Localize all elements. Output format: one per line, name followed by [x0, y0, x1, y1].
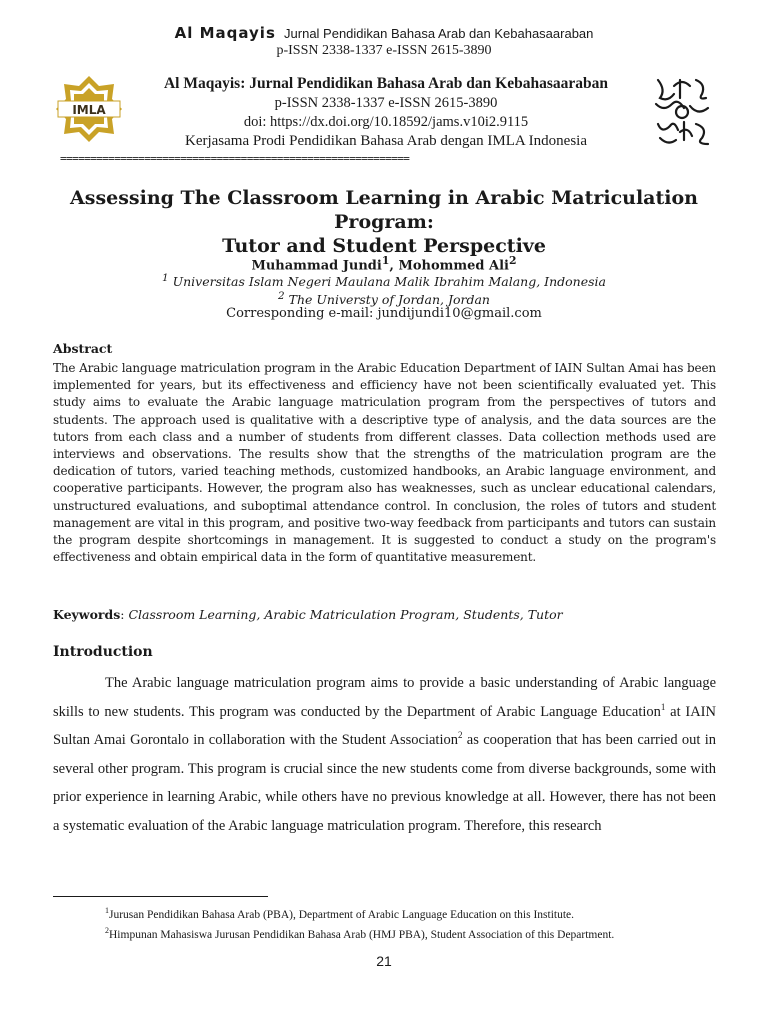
masthead-cooperation: Kerjasama Prodi Pendidikan Bahasa Arab dengan IMLA Indonesia	[185, 133, 587, 149]
journal-subtitle: Jurnal Pendidikan Bahasa Arab dan Kebahasaaraban	[284, 26, 594, 41]
intro-part-1: The Arabic language matriculation program aims to provide a basic understanding of Arabic language skills to new students. This program was conducted by the Department of Arabic Language Education	[53, 675, 716, 720]
keywords	[53, 607, 716, 622]
affiliation-2-text: The Universty of Jordan, Jordan	[284, 292, 490, 308]
masthead-doi: doi: https://dx.doi.org/10.18592/jams.v10i2.9115	[243, 114, 529, 130]
abstract-heading: Abstract	[53, 341, 113, 356]
article-title	[40, 186, 728, 258]
footnote-1	[53, 903, 716, 923]
imla-logo-text: IMLA	[72, 103, 106, 117]
masthead-rule: ==========================================================	[60, 152, 410, 165]
intro-part-2: at IAIN Sultan Amai Gorontalo in collaboration with the Student Association	[53, 703, 716, 749]
intro-footnote-ref-1: 1	[660, 701, 666, 712]
keywords-colon: :	[120, 607, 129, 622]
keywords-values: Classroom Learning, Arabic Matriculation Program, Students, Tutor	[128, 607, 563, 622]
introduction-heading: Introduction	[53, 644, 153, 660]
article-title-line2: Tutor and Student Perspective	[222, 235, 546, 257]
abstract-text: The Arabic language matriculation program in the Arabic Education Department of IAIN Sultan Amai has been implemented for years, but its effectiveness and efficiency have not been scientifically evaluated yet. This study aims to evaluate the Arabic language matriculation program from the perspectives of tutors and students. The approach used is qualitative with a descriptive type of analysis, and the data sources are the tutors from each class and a number of students from different classes. Data collection methods used are interviews and observations. The results show that the strengths of the matriculation program are the dedication of tutors, varied teaching methods, customized handbooks, an Arabic language environment, and cooperative participants. However, the program also has weaknesses, such as unclear educational calendars, unstructured evaluations, and suboptimal attendance control. In conclusion, the roles of tutors and student management are vital in this program, and positive two-way feedback from participants and tutors can sustain the program despite shortcomings in management. It is suggested to conduct a study on the program's effectiveness and obtain empirical data in the form of quantitative measurement.	[53, 361, 716, 565]
intro-part-3: as cooperation that has been carried out in several other program. This program is crucial since the new students come from diverse backgrounds, some with prior experience in learning Arabic, while others have no previous knowledge at all. However, there has not been a systematic evaluation of the Arabic language matriculation program. Therefore, this research	[53, 732, 716, 834]
article-title-line1: Assessing The Classroom Learning in Arabic Matriculation Program:	[70, 187, 698, 233]
footnote-1-sup: 1	[105, 906, 109, 915]
running-header	[0, 24, 768, 44]
affiliation-1-sup: 1	[162, 272, 169, 284]
footnote-2-sup: 2	[105, 925, 109, 935]
footnote-1-text: Jurusan Pendidikan Bahasa Arab (PBA), Department of Arabic Language Education on this Institute.	[109, 908, 575, 921]
masthead-issn: p-ISSN 2338-1337 e-ISSN 2615-3890	[274, 95, 498, 111]
calligraphy-emblem	[652, 76, 712, 148]
footnotes	[53, 903, 716, 943]
footnote-2	[53, 923, 716, 943]
corresponding-email: Corresponding e-mail: jundijundi10@gmail.com	[226, 306, 542, 321]
introduction-paragraph	[53, 669, 716, 841]
affiliation-2-sup: 2	[278, 290, 285, 302]
author-1: Muhammad Jundi	[251, 258, 382, 274]
footnote-2-text: Himpunan Mahasiswa Jurusan Pendidikan Bahasa Arab (HMJ PBA), Student Association of this Department.	[109, 928, 615, 941]
masthead	[52, 74, 716, 164]
running-issn: p-ISSN 2338-1337 e-ISSN 2615-3890	[276, 43, 492, 58]
page-number: 21	[376, 953, 392, 969]
author-2: Mohommed Ali	[398, 258, 509, 274]
masthead-text	[130, 74, 642, 151]
masthead-title: Al Maqayis: Jurnal Pendidikan Bahasa Arab dan Kebahasaaraban	[163, 75, 608, 92]
author-2-sup: 2	[508, 254, 517, 267]
journal-brand: Al Maqayis	[174, 24, 276, 42]
footnote-rule	[53, 896, 268, 897]
imla-logo	[54, 74, 124, 144]
intro-footnote-ref-2: 2	[458, 730, 463, 741]
author-separator: ,	[389, 258, 399, 274]
author-1-sup: 1	[381, 254, 390, 267]
affiliation-1-text: Universitas Islam Negeri Maulana Malik Ibrahim Malang, Indonesia	[168, 274, 606, 290]
keywords-label: Keywords	[53, 607, 121, 622]
